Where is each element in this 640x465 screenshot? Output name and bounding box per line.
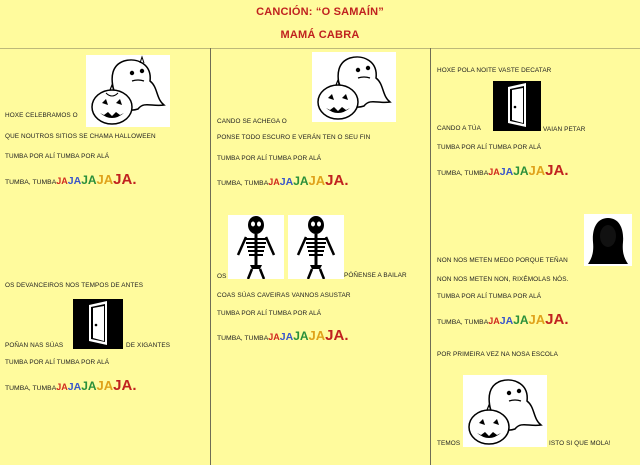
lyric-line: PONSE TODO ESCURO E VERÁN TEN O SEU FIN (217, 134, 371, 141)
lyric-line: TUMBA POR ALÍ TUMBA POR ALÁ (5, 359, 110, 366)
lyric-line: CANDO A TÚA (437, 125, 481, 132)
lyric-line: DE XIGANTES (126, 342, 171, 349)
header-divider (0, 48, 640, 49)
door-icon (493, 81, 541, 131)
chorus-ja: JA (56, 176, 68, 186)
chorus-ja: JA. (545, 162, 569, 179)
chorus-ja: JA (293, 174, 309, 188)
song-title: CANCIÓN: “O SAMAÍN” (256, 6, 384, 18)
lyric-line: PÓÑENSE A BAILAR (344, 272, 407, 279)
chorus-ja: JA. (113, 377, 137, 394)
song-header (0, 0, 640, 48)
lyric-line: POÑAN NAS SÚAS (5, 342, 64, 349)
chorus-line (217, 174, 349, 191)
chorus-ja: JA (81, 379, 97, 393)
chorus-line (437, 313, 569, 330)
chorus-line (437, 164, 569, 181)
chorus-prefix: TUMBA, TUMBA (437, 170, 489, 177)
skeleton-icon (288, 215, 344, 279)
lyric-line: COAS SÚAS CAVEIRAS VANNOS ASUSTAR (217, 292, 351, 299)
chorus-ja: JA. (325, 172, 349, 189)
chorus-ja: JA (499, 166, 514, 178)
lyric-line: TUMBA POR ALÍ TUMBA POR ALÁ (437, 144, 542, 151)
chorus-ja: JA (488, 316, 500, 326)
lyric-line: TUMBA POR ALÍ TUMBA POR ALÁ (217, 155, 322, 162)
lyric-line: TUMBA POR ALÍ TUMBA POR ALÁ (217, 310, 322, 317)
chorus-prefix: TUMBA, TUMBA (5, 179, 57, 186)
chorus-ja: JA. (325, 327, 349, 344)
skeleton-icon (228, 215, 284, 279)
silhouette-icon (584, 214, 632, 266)
chorus-ja: JA (268, 332, 280, 342)
lyric-line: TEMOS (437, 440, 461, 447)
door-icon (73, 299, 123, 349)
chorus-ja: JA (96, 378, 114, 393)
lyric-line: OS DEVANCEIROS NOS TEMPOS DE ANTES (5, 282, 144, 289)
lyric-line: ISTO SI QUE MOLA! (549, 440, 611, 447)
chorus-ja: JA (308, 328, 326, 343)
song-author: MAMÁ CABRA (280, 29, 360, 41)
chorus-ja: JA (279, 176, 294, 188)
column-divider-1 (210, 48, 211, 465)
chorus-ja: JA (513, 313, 529, 327)
lyric-line: NON NOS METEN MEDO PORQUE TEÑAN (437, 257, 568, 264)
chorus-ja: JA (279, 331, 294, 343)
chorus-line (5, 379, 137, 396)
chorus-ja: JA (513, 164, 529, 178)
ghost-pumpkin-icon (86, 55, 170, 127)
chorus-prefix: TUMBA, TUMBA (437, 319, 489, 326)
chorus-ja: JA (528, 163, 546, 178)
chorus-ja: JA (56, 382, 68, 392)
chorus-ja: JA. (545, 311, 569, 328)
column-divider-2 (430, 48, 431, 465)
chorus-ja: JA (308, 173, 326, 188)
chorus-ja: JA (488, 167, 500, 177)
chorus-line (5, 173, 137, 190)
lyric-line: TUMBA POR ALÍ TUMBA POR ALÁ (437, 293, 542, 300)
lyric-line: HOXE POLA NOITE VASTE DECATAR (437, 67, 552, 74)
chorus-ja: JA (528, 312, 546, 327)
lyric-line: OS (217, 273, 227, 280)
chorus-ja: JA (81, 173, 97, 187)
lyric-line: VAIAN PETAR (543, 126, 586, 133)
chorus-ja: JA (67, 175, 82, 187)
lyric-line: QUE NOUTROS SITIOS SE CHAMA HALLOWEEN (5, 133, 156, 140)
chorus-ja: JA (96, 172, 114, 187)
ghost-pumpkin-icon (463, 375, 547, 447)
chorus-ja: JA (499, 315, 514, 327)
lyric-line: NON NOS METEN NON, RIXÉMOLAS NÓS. (437, 276, 569, 283)
lyric-line: CANDO SE ACHEGA O (217, 118, 287, 125)
lyric-line: POR PRIMEIRA VEZ NA NOSA ESCOLA (437, 351, 559, 358)
chorus-prefix: TUMBA, TUMBA (217, 180, 269, 187)
chorus-ja: JA. (113, 171, 137, 188)
lyric-line: HOXE CELEBRAMOS O (5, 112, 78, 119)
chorus-ja: JA (293, 329, 309, 343)
chorus-prefix: TUMBA, TUMBA (5, 385, 57, 392)
chorus-line (217, 329, 349, 346)
chorus-prefix: TUMBA, TUMBA (217, 335, 269, 342)
ghost-pumpkin-icon (312, 52, 396, 122)
chorus-ja: JA (268, 177, 280, 187)
chorus-ja: JA (67, 381, 82, 393)
lyric-line: TUMBA POR ALÍ TUMBA POR ALÁ (5, 153, 110, 160)
